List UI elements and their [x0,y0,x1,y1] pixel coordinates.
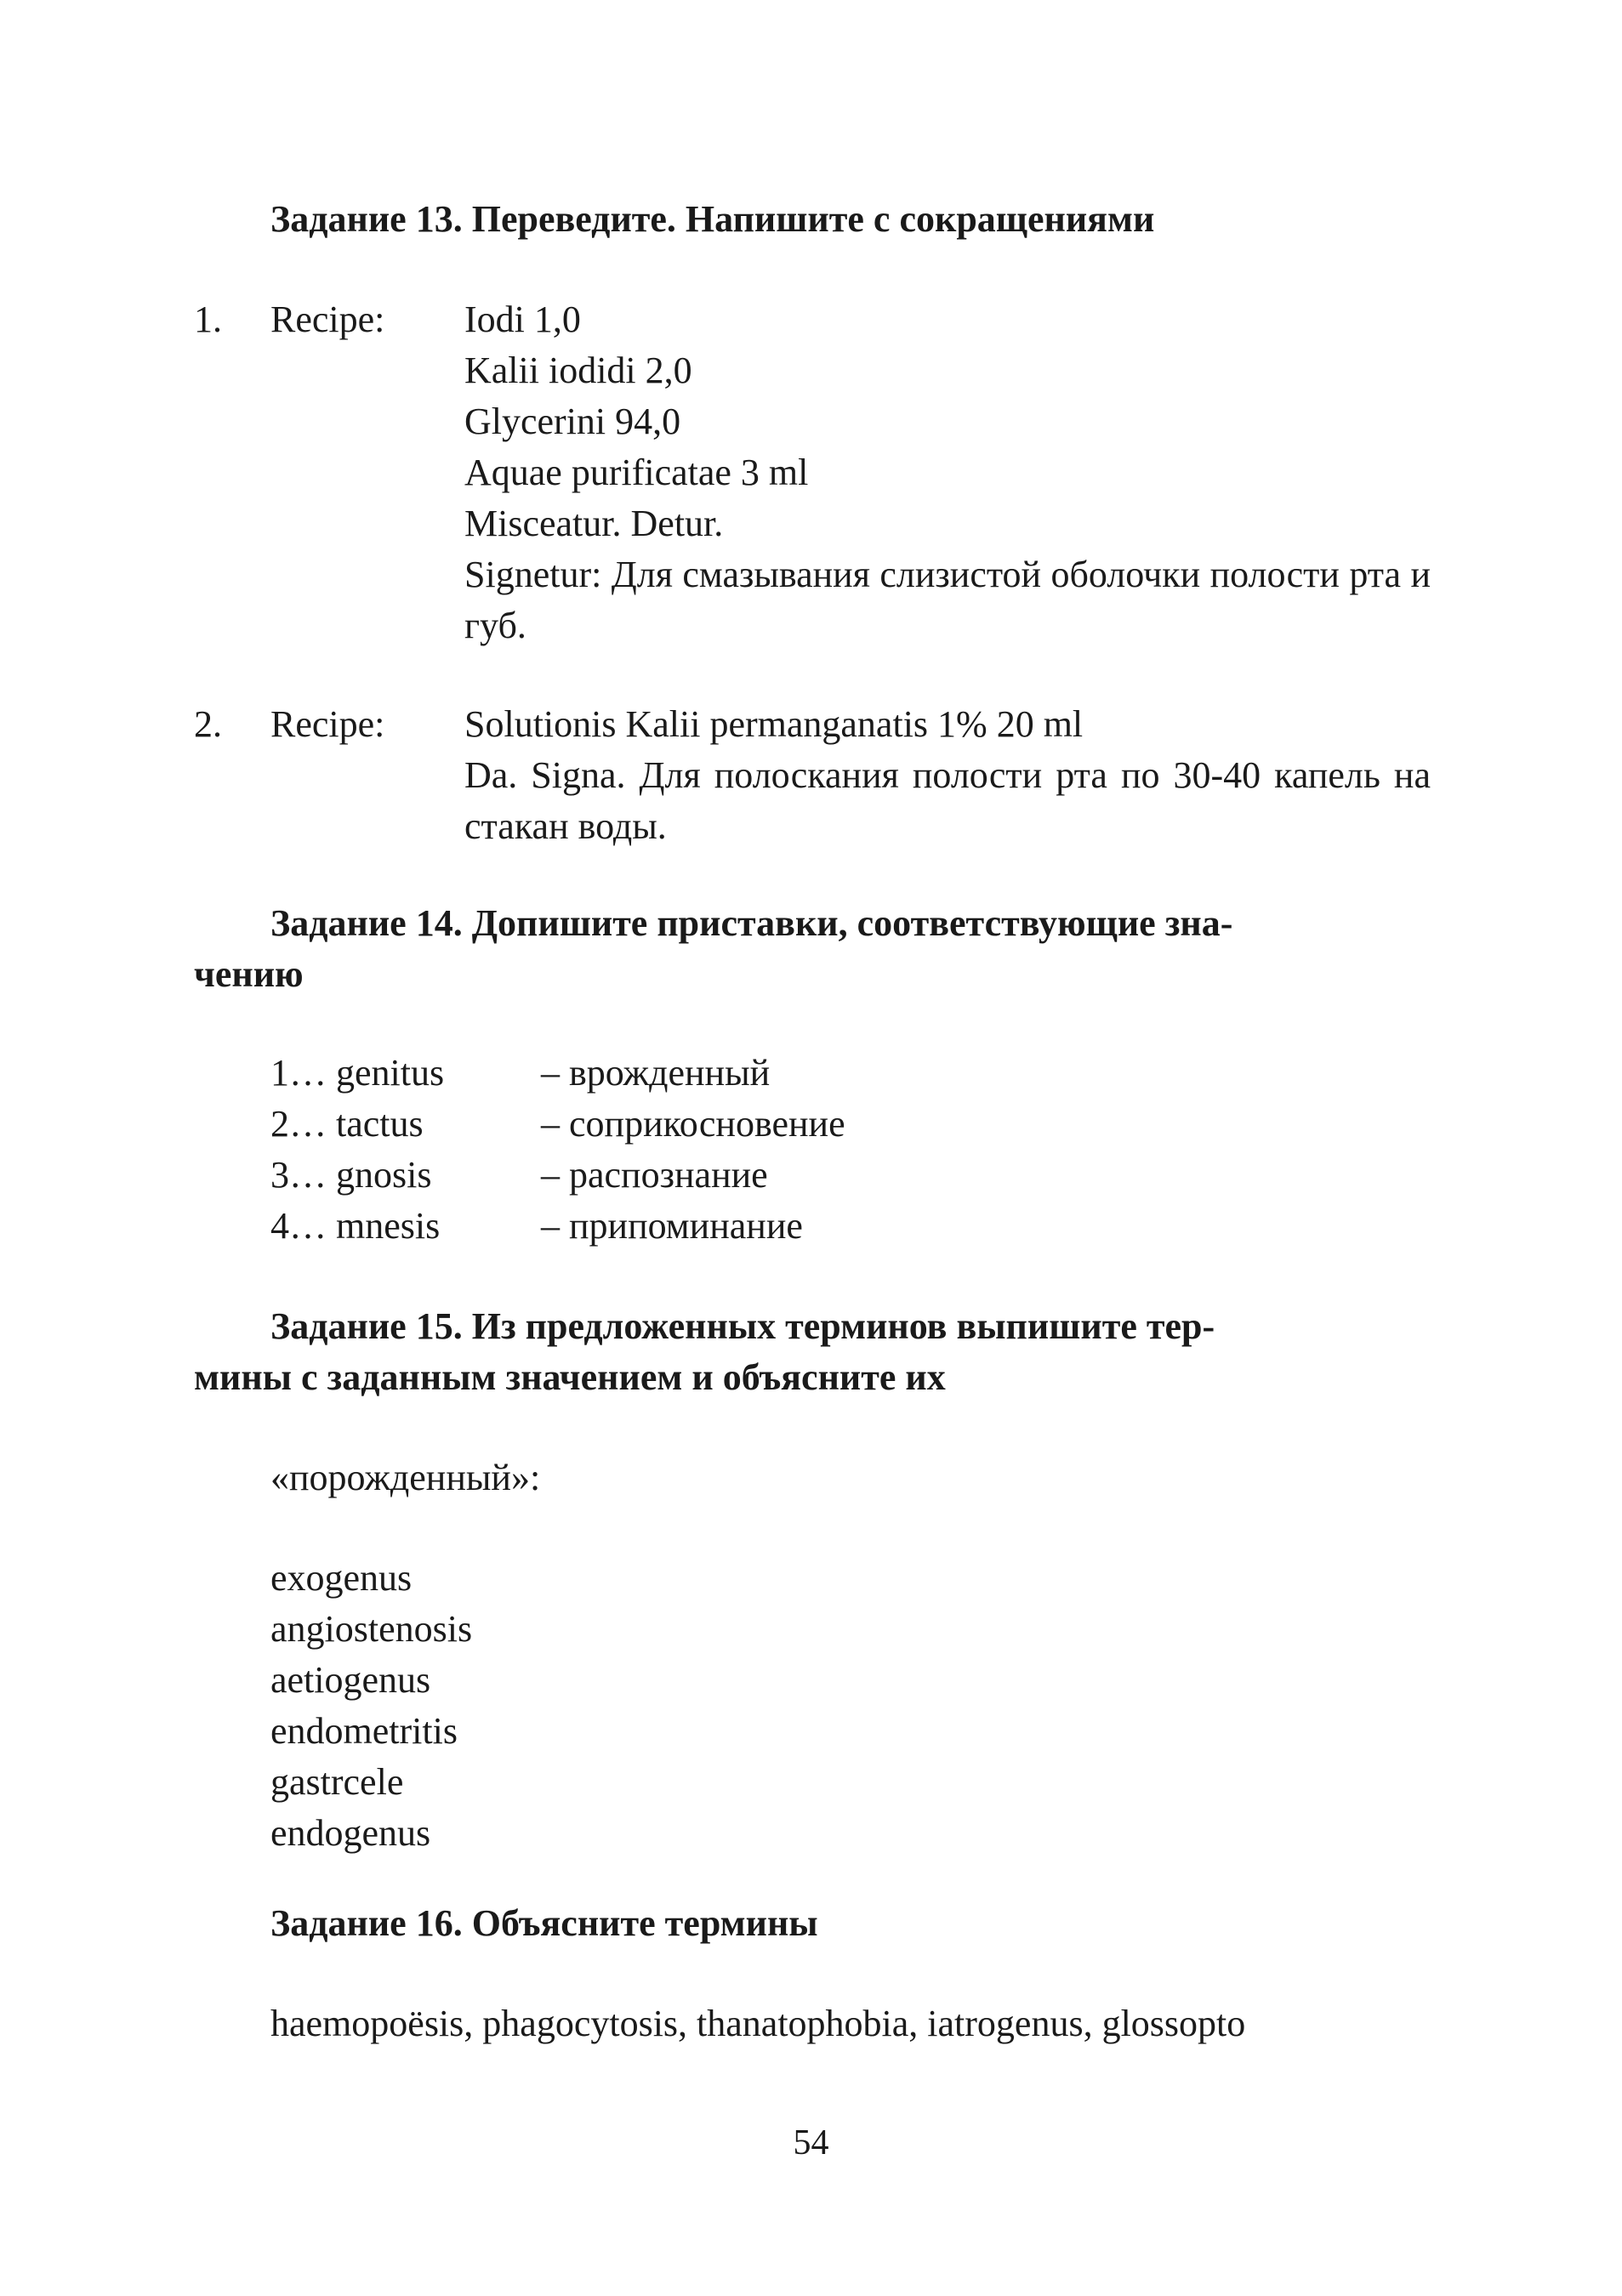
list-item: endometritis [270,1710,458,1752]
task14-heading-line2: чению [194,953,304,995]
list-item: gastrcele [270,1761,404,1803]
prefix-meaning: – распознание [541,1154,768,1196]
prefix-meaning: – врожденный [541,1052,771,1094]
prefix-meaning: – припоминание [541,1205,803,1247]
task15-heading [194,1301,1431,1403]
recipe2-line: Solutionis Kalii permanganatis 1% 20 ml [464,703,1084,745]
page-number: 54 [793,2123,829,2162]
task16-heading: Задание 16. Объясните термины [270,1902,818,1944]
recipe2-label: Recipe: [270,703,385,745]
task15-prompt: «порожденный»: [270,1457,541,1498]
list-item: exogenus [270,1557,413,1599]
list-item [270,1150,845,1201]
prefix-term: 1… genitus [270,1052,445,1094]
prefix-term: 2… tactus [270,1103,424,1145]
recipe1-line: Aquae purificatae 3 ml [464,452,809,493]
recipe1-line: Iodi 1,0 [464,298,581,340]
recipe1-line: Misceatur. Detur. [464,503,724,544]
task15-heading-line2: мины с заданным значением и объясните их [194,1356,946,1398]
recipe1-line: Glycerini 94,0 [464,401,681,442]
recipe1-signa: Signetur: Для смазывания слизистой оболочки полости рта и губ. [464,554,1431,646]
task16-text: haemopoësis, phagocytosis, thanatophobia, iatrogenus, glossopto [270,2003,1246,2044]
prefix-term: 4… mnesis [270,1205,441,1247]
list-item: angiostenosis [270,1608,473,1650]
list-item [270,1048,845,1099]
recipe2-number: 2. [194,703,222,745]
recipe2-signa: Da. Signa. Для полоскания полости рта по 30-40 капель на стакан воды. [464,754,1431,847]
task13-heading: Задание 13. Переведите. Напишите с сокращениями [270,198,1155,240]
prefix-list [270,1048,845,1252]
recipe1-number: 1. [194,298,222,340]
list-item: aetiogenus [270,1659,431,1701]
recipe1-line: Kalii iodidi 2,0 [464,350,692,391]
task14-heading-line1: Задание 14. Допишите приставки, соответствующие зна- [270,902,1233,944]
list-item: endogenus [270,1812,431,1854]
term-list [270,1553,472,1859]
task14-heading [194,898,1431,1000]
recipe1-label: Recipe: [270,298,385,340]
list-item [270,1099,845,1150]
list-item [270,1201,845,1252]
prefix-term: 3… gnosis [270,1154,432,1196]
task15-heading-line1: Задание 15. Из предложенных терминов выпишите тер- [270,1305,1215,1347]
prefix-meaning: – соприкосновение [541,1103,845,1145]
